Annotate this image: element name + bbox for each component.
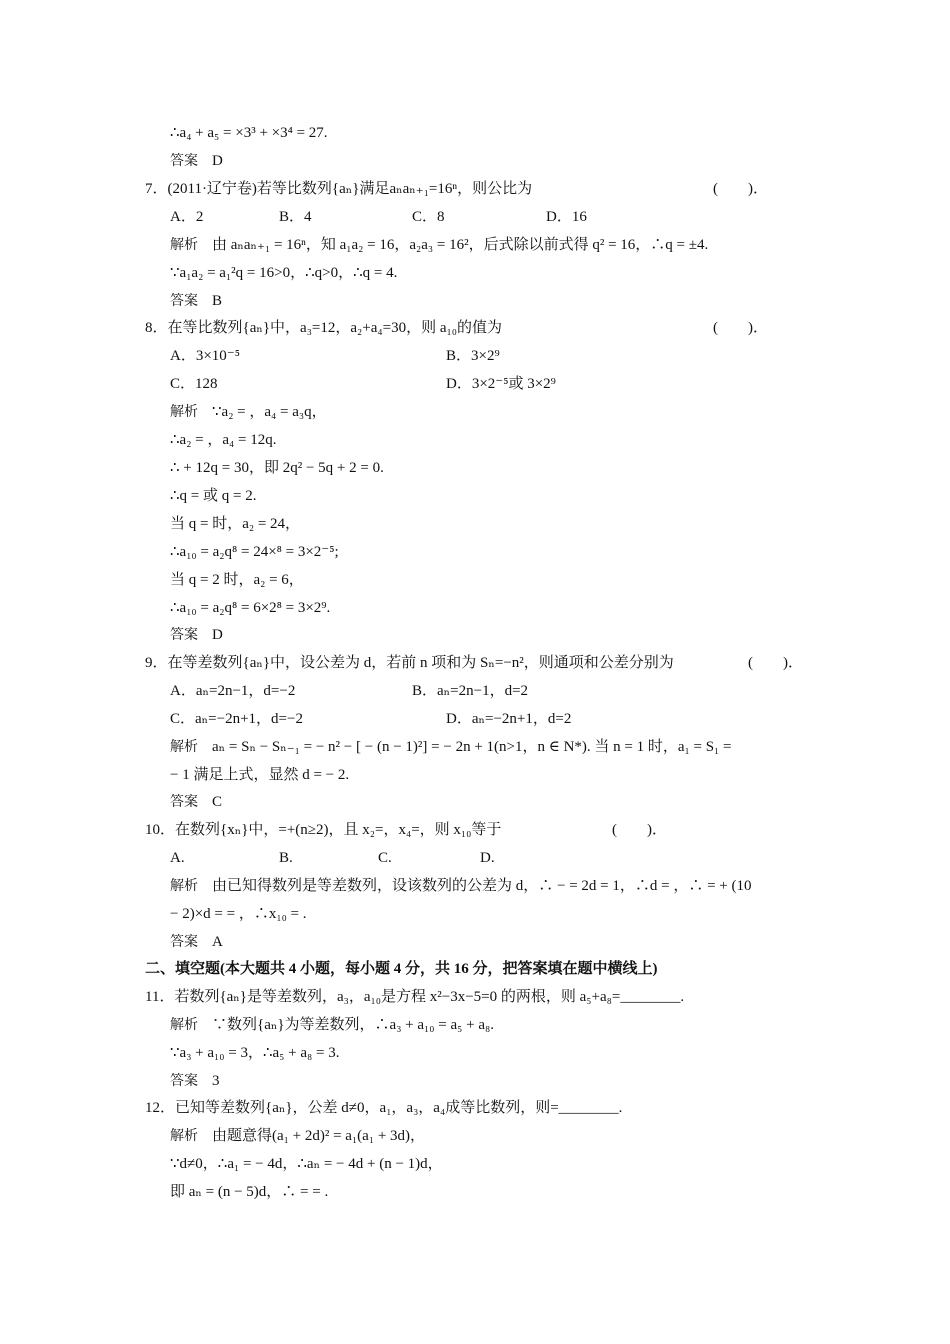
- q10-stem: 10．在数列{xₙ}中，=+(n≥2)，且 x₂=，x₄=，则 x₁₀等于: [145, 822, 502, 838]
- q6-answer: 答案 D: [170, 153, 223, 169]
- q9-option-a: A．aₙ=2n−1，d=−2: [170, 683, 296, 699]
- q8-stem: 8．在等比数列{aₙ}中，a₃=12，a₂+a₄=30，则 a₁₀的值为: [145, 320, 502, 336]
- q7-solution-2: ∵a₁a₂ = a₁²q = 16>0，∴q>0，∴q = 4.: [170, 265, 398, 281]
- q9-option-c: C．aₙ=−2n+1，d=−2: [170, 711, 303, 727]
- q6-solution-tail: ∴a₄ + a₅ = ×3³ + ×3⁴ = 27.: [170, 125, 328, 141]
- q8-solution-6: ∴a₁₀ = a₂q⁸ = 24×⁸ = 3×2⁻⁵;: [170, 544, 339, 560]
- q8-solution-1: 解析 ∵a₂ = ，a₄ = a₃q，: [170, 404, 327, 420]
- q10-solution-1: 解析 由已知得数列是等差数列，设该数列的公差为 d，∴ − = 2d = 1，∴d = ，∴ = + (10: [170, 878, 752, 894]
- q8-solution-2: ∴a₂ = ，a₄ = 12q.: [170, 432, 277, 448]
- q11-answer: 答案 3: [170, 1073, 220, 1089]
- q8-solution-3: ∴ + 12q = 30，即 2q² − 5q + 2 = 0.: [170, 460, 384, 476]
- q9-solution-2: − 1 满足上式，显然 d = − 2.: [170, 767, 350, 783]
- q8-solution-4: ∴q = 或 q = 2.: [170, 488, 257, 504]
- q12-stem: 12．已知等差数列{aₙ}，公差 d≠0，a₁，a₃，a₄成等比数列，则=________.: [145, 1100, 623, 1116]
- q8-option-a: A．3×10⁻⁵: [170, 348, 240, 364]
- q8-solution-5: 当 q = 时，a₂ = 24，: [170, 516, 301, 532]
- q9-answer-blank: ( )．: [748, 655, 803, 671]
- q7-answer-blank: ( )．: [713, 181, 768, 197]
- q9-option-d: D．aₙ=−2n+1，d=2: [446, 711, 572, 727]
- q7-option-b: B．4: [279, 209, 312, 225]
- q8-option-d: D．3×2⁻⁵或 3×2⁹: [446, 376, 556, 392]
- q9-stem: 9．在等差数列{aₙ}中，设公差为 d，若前 n 项和为 Sₙ=−n²，则通项和公差分别为: [145, 655, 674, 671]
- q8-answer: 答案 D: [170, 627, 223, 643]
- q12-solution-1: 解析 由题意得(a₁ + 2d)² = a₁(a₁ + 3d)，: [170, 1128, 426, 1144]
- q8-option-b: B．3×2⁹: [446, 348, 500, 364]
- q7-stem: 7．(2011·辽宁卷)若等比数列{aₙ}满足aₙaₙ₊₁=16ⁿ，则公比为: [145, 181, 533, 197]
- q10-answer-blank: ( )．: [612, 822, 667, 838]
- q10-solution-2: − 2)×d = = ，∴x₁₀ = .: [170, 906, 307, 922]
- q9-answer: 答案 C: [170, 794, 223, 810]
- q7-option-d: D．16: [546, 209, 587, 225]
- q12-solution-3: 即 aₙ = (n − 5)d，∴ = = .: [170, 1184, 329, 1200]
- q7-option-c: C．8: [412, 209, 445, 225]
- q10-answer: 答案 A: [170, 934, 223, 950]
- q7-answer: 答案 B: [170, 293, 223, 309]
- q7-solution-1: 解析 由 aₙaₙ₊₁ = 16ⁿ，知 a₁a₂ = 16，a₂a₃ = 16²，后式除以前式得 q² = 16，∴q = ±4.: [170, 237, 709, 253]
- q8-option-c: C．128: [170, 376, 218, 392]
- q8-solution-7: 当 q = 2 时，a₂ = 6，: [170, 572, 304, 588]
- q12-solution-2: ∵d≠0，∴a₁ = − 4d，∴aₙ = − 4d + (n − 1)d，: [170, 1156, 443, 1172]
- section-heading: 二、填空题(本大题共 4 小题，每小题 4 分，共 16 分，把答案填在题中横线上): [145, 961, 658, 977]
- q8-answer-blank: ( )．: [713, 320, 768, 336]
- q9-option-b: B．aₙ=2n−1，d=2: [412, 683, 529, 699]
- q11-solution-2: ∵a₃ + a₁₀ = 3，∴a₅ + a₈ = 3.: [170, 1045, 340, 1061]
- q11-solution-1: 解析 ∵数列{aₙ}为等差数列，∴a₃ + a₁₀ = a₅ + a₈.: [170, 1017, 494, 1033]
- q10-option-b: B.: [279, 850, 293, 866]
- q10-option-a: A.: [170, 850, 185, 866]
- q7-option-a: A．2: [170, 209, 204, 225]
- q11-stem: 11．若数列{aₙ}是等差数列，a₃，a₁₀是方程 x²−3x−5=0 的两根，则 a₅+a₈=________.: [145, 989, 685, 1005]
- q10-option-c: C.: [378, 850, 392, 866]
- q9-solution-1: 解析 aₙ = Sₙ − Sₙ₋₁ = − n² − [ − (n − 1)²] = − 2n + 1(n>1，n ∈ N*). 当 n = 1 时，a₁ = S₁ =: [170, 739, 732, 755]
- q8-solution-8: ∴a₁₀ = a₂q⁸ = 6×2⁸ = 3×2⁹.: [170, 600, 331, 616]
- q10-option-d: D.: [480, 850, 495, 866]
